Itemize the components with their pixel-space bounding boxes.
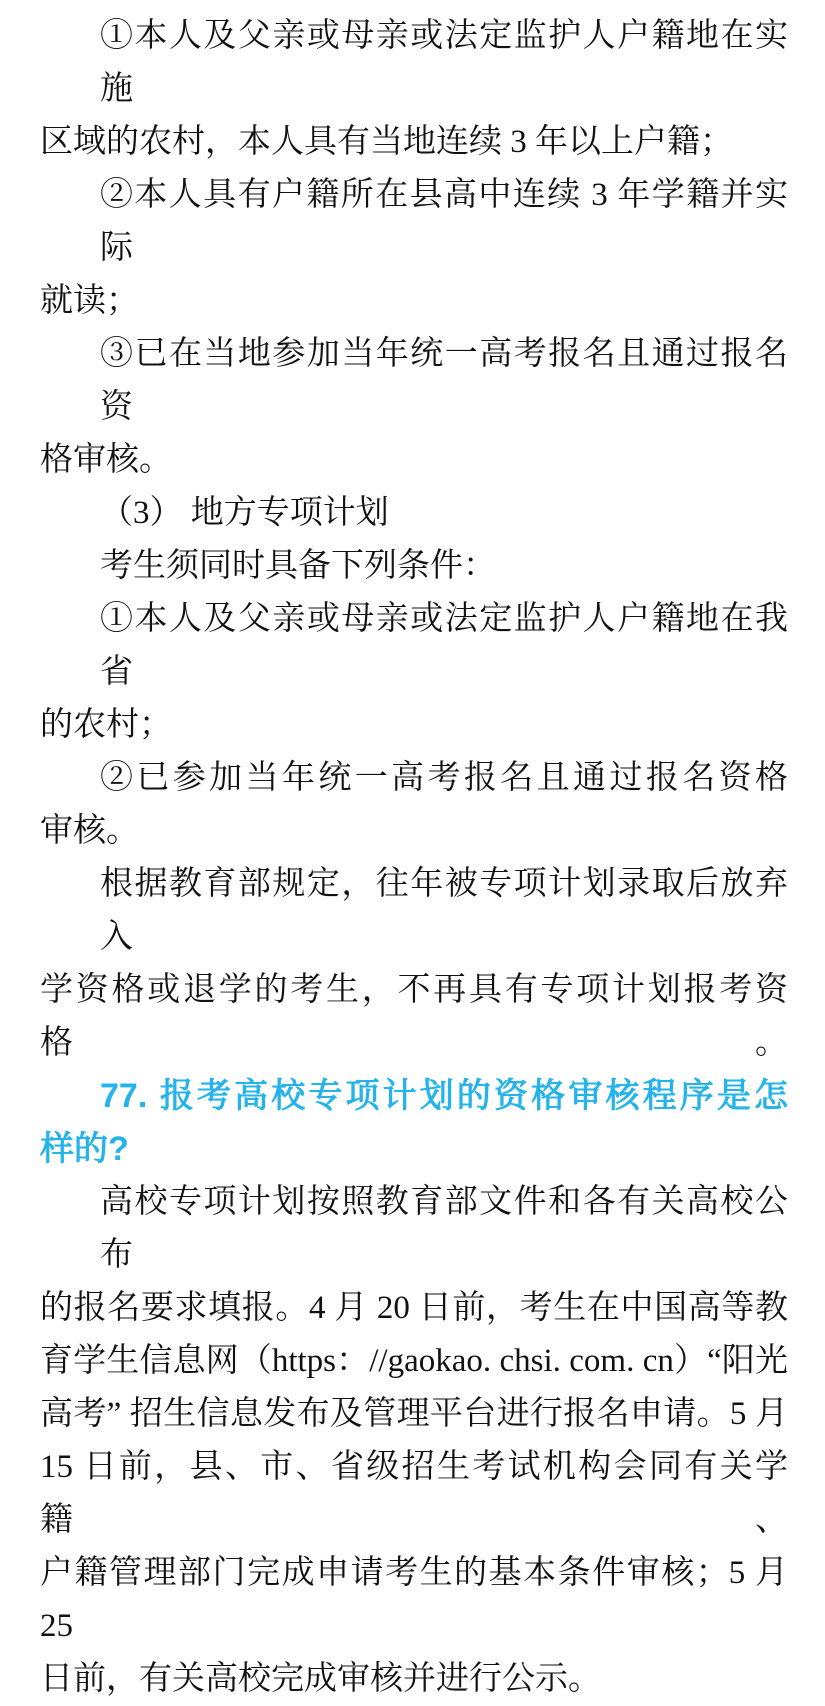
text-line: 日前，有关高校完成审核并进行公示。 (40, 1661, 601, 1697)
text-line: ①本人及父亲或母亲或法定监护人户籍地在实施 (100, 18, 788, 107)
text-line: ①本人及父亲或母亲或法定监护人户籍地在我省 (100, 601, 788, 690)
section-subheading-line: （3） 地方专项计划 (100, 495, 389, 531)
text-line: 审核。 (40, 813, 139, 849)
text-line: 格审核。 (40, 442, 172, 478)
text-line-with-url: 育学生信息网（https：//gaokao. chsi. com. cn）“阳光 (40, 1343, 788, 1379)
text-line: 区域的农村，本人具有当地连续 3 年以上户籍； (40, 124, 733, 160)
text-line: 学资格或退学的考生，不再具有专项计划报考资格。 (40, 972, 788, 1061)
text-line: 就读； (40, 283, 139, 319)
text-line: 的农村； (40, 707, 172, 743)
text-line: 高考” 招生信息发布及管理平台进行报名申请。5 月 (40, 1396, 788, 1432)
question-heading-line: 样的? (40, 1130, 129, 1168)
text-line: 的报名要求填报。4 月 20 日前，考生在中国高等教 (40, 1290, 788, 1326)
text-line: 高校专项计划按照教育部文件和各有关高校公布 (100, 1184, 788, 1273)
text-line: ②已参加当年统一高考报名且通过报名资格 (100, 760, 788, 796)
question-heading-line: 77. 报考高校专项计划的资格审核程序是怎 (100, 1077, 788, 1115)
text-line: ③已在当地参加当年统一高考报名且通过报名资 (100, 336, 788, 425)
text-line: 根据教育部规定，往年被专项计划录取后放弃入 (100, 866, 788, 955)
text-line: 考生须同时具备下列条件： (100, 548, 496, 584)
text-line: ②本人具有户籍所在县高中连续 3 年学籍并实际 (100, 177, 788, 266)
text-line: 户籍管理部门完成申请考生的基本条件审核；5 月 25 (40, 1555, 788, 1644)
text-line: 15 日前，县、市、省级招生考试机构会同有关学籍、 (40, 1449, 788, 1538)
